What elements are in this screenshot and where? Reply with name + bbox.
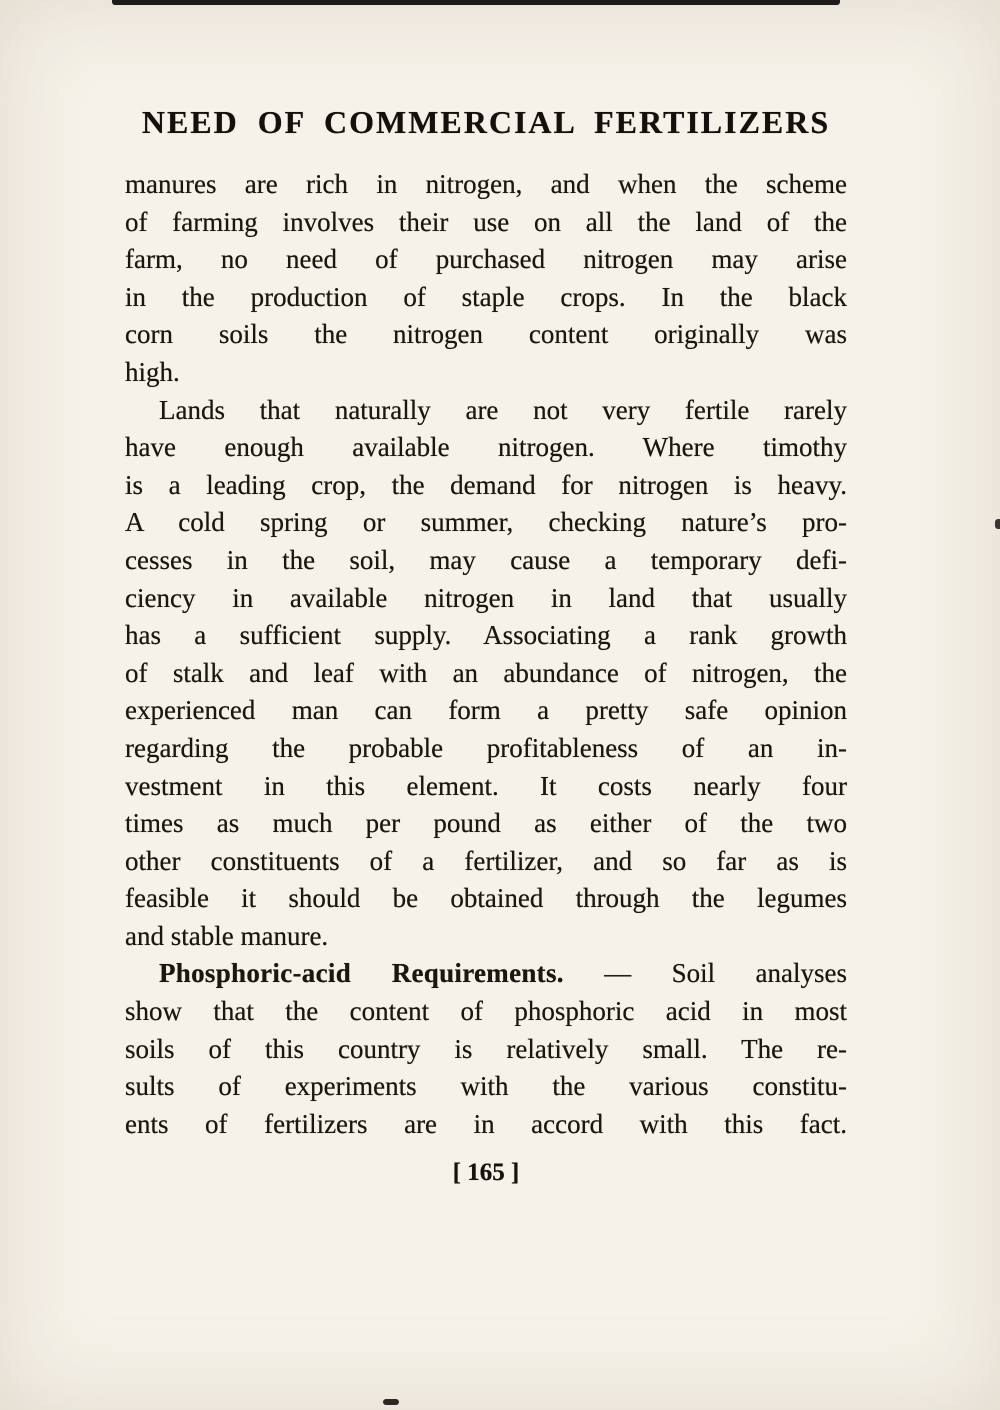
text-line: have enough available nitrogen. Where timothy (125, 432, 847, 463)
text-line: of stalk and leaf with an abundance of nitrogen, the (125, 657, 847, 688)
text-line: high. (125, 356, 180, 387)
text-line: farm, no need of purchased nitrogen may arise (125, 244, 847, 275)
scan-artifact-bottom-smudge (383, 1399, 399, 1405)
text-line: has a sufficient supply. Associating a rank growth (125, 620, 847, 651)
text-line: times as much per pound as either of the two (125, 808, 847, 839)
paragraph (125, 392, 847, 956)
bold-lead: Phosphoric-acid Requirements. (159, 958, 564, 989)
text-line: of farming involves their use on all the land of the (125, 206, 847, 237)
text-line: regarding the probable profitableness of an in- (125, 732, 847, 763)
scan-artifact-top-edge (112, 0, 840, 5)
text-line: ents of fertilizers are in accord with this fact. (125, 1108, 847, 1139)
text-line: vestment in this element. It costs nearly four (125, 770, 847, 801)
text-line: show that the content of phosphoric acid in most (125, 996, 847, 1027)
page-number: [ 165 ] (452, 1159, 520, 1187)
text-line: and stable manure. (125, 920, 329, 951)
text-line: Phosphoric-acid Requirements. — Soil analyses (159, 958, 847, 989)
text-line: corn soils the nitrogen content originally was (125, 319, 847, 350)
text-line: feasible it should be obtained through the legumes (125, 883, 847, 914)
page-heading: NEED OF COMMERCIAL FERTILIZERS (141, 104, 831, 140)
text-line: experienced man can form a pretty safe opinion (125, 695, 847, 726)
text-line: in the production of staple crops. In the black (125, 281, 847, 312)
text-line: manures are rich in nitrogen, and when the scheme (125, 169, 847, 199)
text-column (125, 104, 847, 1187)
text-line: is a leading crop, the demand for nitrogen is heavy. (125, 469, 847, 500)
text-line: Lands that naturally are not very fertile rarely (159, 394, 847, 425)
text-line: ciency in available nitrogen in land that usually (125, 582, 847, 613)
paragraph (125, 166, 847, 392)
scan-artifact-right-edge (995, 519, 1000, 529)
paragraph (125, 955, 847, 1143)
text-line: sults of experiments with the various constitu- (125, 1071, 847, 1102)
text-block (125, 166, 847, 1143)
text-line: other constituents of a fertilizer, and so far as is (125, 845, 847, 876)
text-line: cesses in the soil, may cause a temporary defi- (125, 544, 847, 575)
text-line: soils of this country is relatively small. The re- (125, 1033, 847, 1064)
text-line: A cold spring or summer, checking nature’s pro- (125, 507, 847, 538)
